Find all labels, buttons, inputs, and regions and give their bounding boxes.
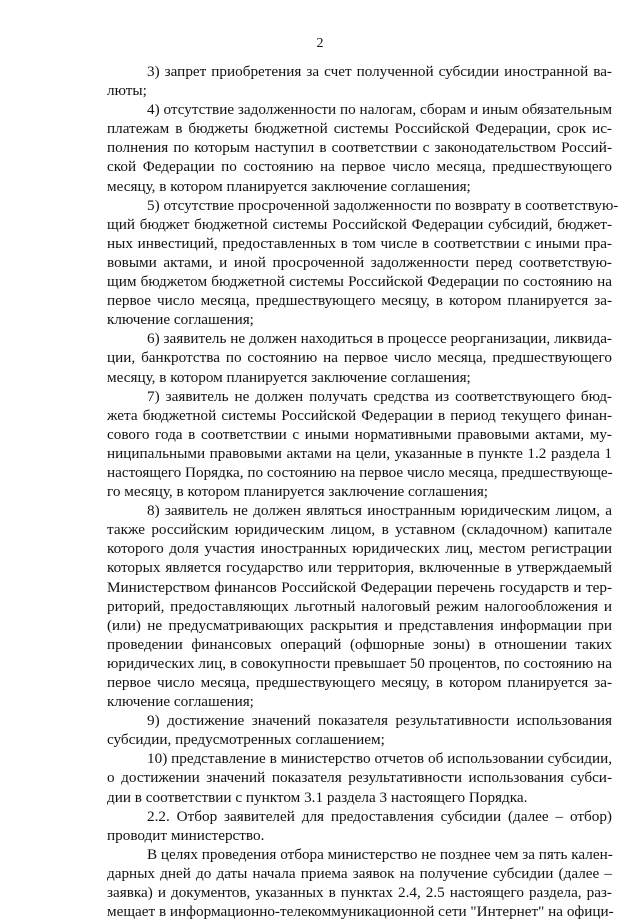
text-line: о достижении значений показателя результативности использования субси- <box>107 769 612 787</box>
text-line: ции, банкротства по состоянию на первое число месяца, предшествующего <box>107 349 612 367</box>
text-line: юридических лиц, в совокупности превышает 50 процентов, по состоянию на <box>107 654 612 672</box>
text-line: также российским юридическим лицом, в уставном (складочном) капитале <box>107 521 612 539</box>
text-line: мещает в информационно-телекоммуникационной сети "Интернет" на офици- <box>107 903 614 921</box>
text-line: В целях проведения отбора министерство не позднее чем за пять кален- <box>147 845 613 863</box>
text-line: ных инвестиций, предоставленных в том числе в соответствии с иными пра- <box>107 234 612 252</box>
text-line: месяцу, в котором планируется заключение соглашения; <box>107 177 471 195</box>
text-line: дии в соответствии с пунктом 3.1 раздела 3 настоящего Порядка. <box>107 788 528 806</box>
text-line: 6) заявитель не должен находиться в процессе реорганизации, ликвида- <box>147 330 612 348</box>
document-body <box>107 62 619 921</box>
text-line: которого доля участия иностранных юридических лиц, местом регистрации <box>107 540 612 558</box>
text-line: жета бюджетной системы Российской Федерации в период текущего финан- <box>107 406 612 424</box>
text-line: платежам в бюджеты бюджетной системы Российской Федерации, срок ис- <box>107 120 612 138</box>
text-line: ключение соглашения; <box>107 693 254 711</box>
text-line: дарных дней до даты начала приема заявок на получение субсидии (далее – <box>107 864 612 882</box>
text-line: 5) отсутствие просроченной задолженности по возврату в соответствую- <box>147 196 619 214</box>
text-line: 7) заявитель не должен получать средства из соответствующего бюд- <box>147 387 612 405</box>
text-line: субсидии, предусмотренных соглашением; <box>107 731 385 749</box>
text-line: первое число месяца, предшествующего месяцу, в котором планируется за- <box>107 292 612 310</box>
text-line: 4) отсутствие задолженности по налогам, сборам и иным обязательным <box>147 101 612 119</box>
text-line: первое число месяца, предшествующего месяцу, в котором планируется за- <box>107 674 612 691</box>
text-line: проводит министерство. <box>107 826 265 844</box>
text-line: 3) запрет приобретения за счет полученной субсидии иностранной ва- <box>147 63 612 80</box>
text-line: ниципальными правовыми актами на цели, указанные в пункте 1.2 раздела 1 <box>107 444 612 462</box>
text-line: полнения по которым наступил в соответствии с законодательством Россий- <box>107 139 612 157</box>
text-line: проведении финансовых операций (офшорные зоны) в отношении таких <box>107 635 612 653</box>
text-line: го месяцу, в котором планируется заключение соглашения; <box>107 483 489 501</box>
text-line: щий бюджет бюджетной системы Российской Федерации субсидий, бюджет- <box>107 215 612 233</box>
text-line: ской Федерации по состоянию на первое число месяца, предшествующего <box>107 158 612 176</box>
text-line: сового года в соответствии с иными нормативными правовыми актами, му- <box>107 425 612 443</box>
text-line: щим бюджетом бюджетной системы Российской Федерации по состоянию на <box>107 273 612 291</box>
text-line: 8) заявитель не должен являться иностранным юридическим лицом, а <box>147 502 612 520</box>
text-line: люты; <box>107 82 147 100</box>
text-line: месяцу, в котором планируется заключение соглашения; <box>107 368 471 386</box>
text-line: 9) достижение значений показателя результативности использования <box>147 712 612 730</box>
text-line: заявка) и документов, указанных в пунктах 2.4, 2.5 настоящего раздела, раз- <box>107 884 612 902</box>
text-line: настоящего Порядка, по состоянию на первое число месяца, предшествующе- <box>107 463 613 481</box>
text-line: Министерством финансов Российской Федерации перечень государств и тер- <box>107 578 612 596</box>
text-line: которых является государство или территория, включенные в утверждаемый <box>107 559 612 577</box>
text-line: риторий, предоставляющих льготный налоговый режим налогообложения и <box>107 597 612 615</box>
page-number: 2 <box>316 36 324 51</box>
text-line: (или) не предусматривающих раскрытия и представления информации при <box>107 616 612 634</box>
text-line: ключение соглашения; <box>107 311 254 329</box>
text-line: вовыми актами, и иной просроченной задолженности перед соответствую- <box>107 253 612 271</box>
text-line: 2.2. Отбор заявителей для предоставления субсидии (далее – отбор) <box>147 807 612 825</box>
text-line: 10) представление в министерство отчетов об использовании субсидии, <box>147 750 612 768</box>
